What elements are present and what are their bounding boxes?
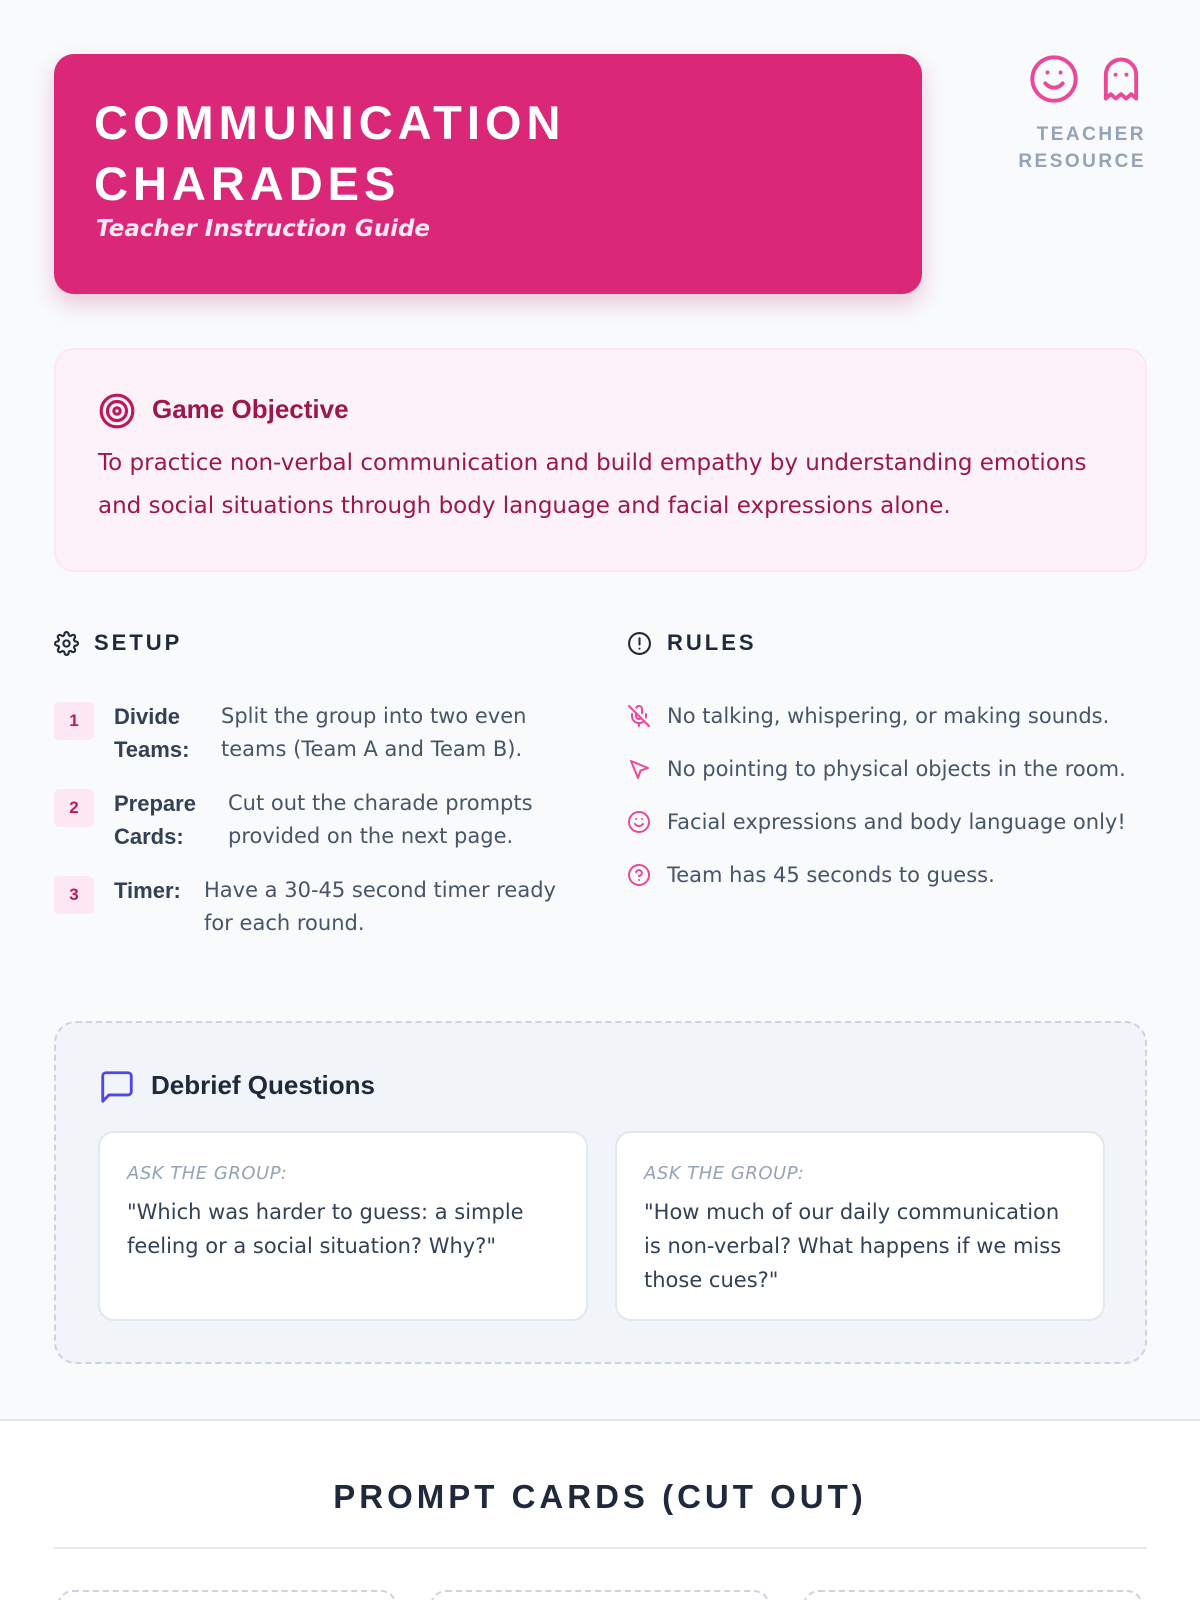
rule-text: No pointing to physical objects in the room.	[667, 757, 1126, 781]
step-label-line: Divide	[114, 704, 181, 729]
ghost-icon	[1095, 53, 1147, 105]
rule-item	[627, 858, 1147, 892]
step-description	[204, 874, 556, 940]
step-description	[228, 787, 533, 853]
step-label-line: Prepare	[114, 791, 196, 816]
step-label-line: Cards:	[114, 824, 184, 849]
step-description-line: Have a 30-45 second timer ready	[204, 878, 556, 902]
prompt-cards-title: PROMPT CARDS (CUT OUT)	[333, 1478, 867, 1515]
step-label	[114, 700, 189, 766]
question-text	[127, 1195, 563, 1263]
setup-step	[54, 700, 574, 770]
setup-step	[54, 787, 574, 857]
page-subtitle: Teacher Instruction Guide	[96, 216, 431, 242]
step-number: 2	[54, 789, 94, 827]
pointer-icon	[627, 757, 651, 781]
step-number: 1	[54, 702, 94, 740]
rule-text: Team has 45 seconds to guess.	[667, 863, 995, 887]
rule-text: No talking, whispering, or making sounds.	[667, 704, 1110, 728]
target-icon	[98, 392, 136, 430]
badge-line-2: RESOURCE	[1018, 151, 1146, 172]
message-square-icon	[98, 1068, 136, 1106]
title-divider	[54, 1547, 1147, 1549]
question-line: "Which was harder to guess: a simple	[127, 1200, 524, 1224]
rule-item	[627, 752, 1147, 786]
smile-icon	[627, 810, 651, 834]
teacher-resource-badge	[966, 121, 1146, 175]
rule-item	[627, 699, 1147, 733]
help-circle-icon	[627, 863, 651, 887]
question-line: is non-verbal? What happens if we miss	[644, 1234, 1062, 1258]
smile-icon	[1028, 53, 1080, 105]
rule-item	[627, 805, 1147, 839]
step-description	[221, 700, 526, 766]
prompt-card	[57, 1590, 397, 1600]
rules-heading	[627, 628, 827, 658]
title-line-1: COMMUNICATION	[94, 96, 566, 149]
setup-step	[54, 874, 574, 944]
step-label-line: Timer:	[114, 878, 181, 903]
step-description-line: provided on the next page.	[228, 824, 514, 848]
question-line: feeling or a social situation? Why?"	[127, 1234, 497, 1258]
setup-heading	[54, 628, 254, 658]
badge-line-1: TEACHER	[1036, 124, 1146, 145]
step-description-line: for each round.	[204, 911, 365, 935]
step-number: 3	[54, 876, 94, 914]
gear-icon	[54, 631, 79, 656]
objective-text: To practice non-verbal communication and build empathy by understanding emotions and social situations through body language and facial expressions alone.	[98, 450, 1087, 519]
objective-title: Game Objective	[152, 394, 349, 424]
question-line: "How much of our daily communication	[644, 1200, 1060, 1224]
objective-box	[54, 348, 1147, 572]
step-description-line: Split the group into two even	[221, 704, 527, 728]
step-label	[114, 787, 196, 853]
alert-circle-icon	[627, 631, 652, 656]
debrief-title: Debrief Questions	[151, 1070, 375, 1100]
step-label-line: Teams:	[114, 737, 190, 762]
question-text	[644, 1195, 1080, 1297]
step-description-line: Cut out the charade prompts	[228, 791, 533, 815]
question-eyebrow: ASK THE GROUP:	[644, 1163, 805, 1184]
question-line: those cues?"	[644, 1268, 779, 1292]
title-banner	[54, 54, 922, 294]
rule-text: Facial expressions and body language only!	[667, 810, 1126, 834]
corner-icons	[1025, 53, 1145, 109]
question-card	[615, 1131, 1105, 1321]
prompt-card	[803, 1590, 1143, 1600]
step-description-line: teams (Team A and Team B).	[221, 737, 523, 761]
setup-heading-label: SETUP	[94, 630, 183, 655]
rules-heading-label: RULES	[667, 630, 757, 655]
step-label	[114, 874, 181, 907]
mic-off-icon	[627, 704, 651, 728]
prompt-card	[430, 1590, 770, 1600]
question-eyebrow: ASK THE GROUP:	[127, 1163, 288, 1184]
debrief-box	[54, 1021, 1147, 1364]
title-line-2: CHARADES	[94, 157, 401, 210]
question-card	[98, 1131, 588, 1321]
page-title	[94, 92, 734, 214]
